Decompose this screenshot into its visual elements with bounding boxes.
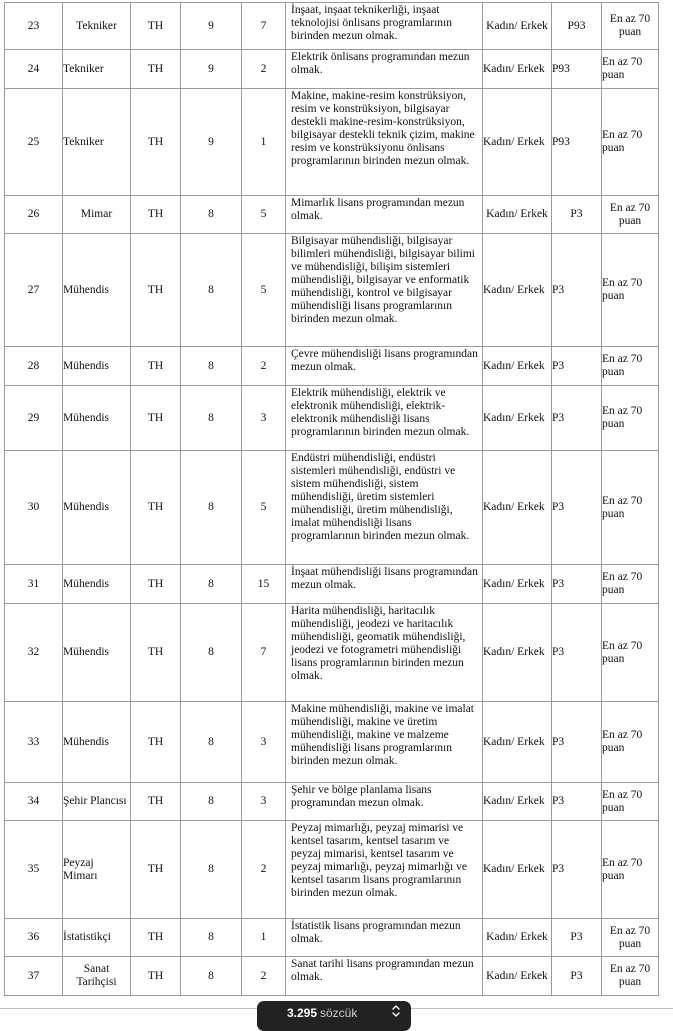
count-cell: 2 <box>242 957 286 996</box>
class-cell: TH <box>131 347 181 386</box>
gender-cell: Kadın/ Erkek <box>483 451 552 565</box>
row-number: 27 <box>5 234 63 347</box>
row-number: 35 <box>5 821 63 919</box>
kpss-cell: P93 <box>552 3 602 50</box>
kpss-cell: P3 <box>552 234 602 347</box>
qualification-cell <box>286 821 483 919</box>
count-cell: 1 <box>242 89 286 196</box>
gender-cell: Kadın/ Erkek <box>483 3 552 50</box>
kpss-cell: P3 <box>552 783 602 821</box>
position-title: İstatistikçi <box>63 919 131 957</box>
qualification-cell <box>286 919 483 957</box>
class-cell: TH <box>131 702 181 783</box>
count-cell: 7 <box>242 604 286 702</box>
gender-cell: Kadın/ Erkek <box>483 89 552 196</box>
position-title: Mühendis <box>63 386 131 451</box>
row-number: 37 <box>5 957 63 996</box>
row-number: 26 <box>5 196 63 234</box>
count-cell: 3 <box>242 783 286 821</box>
row-number: 28 <box>5 347 63 386</box>
qualification-cell <box>286 386 483 451</box>
grade-cell: 8 <box>181 702 242 783</box>
table-row <box>5 783 659 821</box>
table-row <box>5 957 659 996</box>
score-cell: En az 70 puan <box>602 386 659 451</box>
class-cell: TH <box>131 821 181 919</box>
class-cell: TH <box>131 783 181 821</box>
row-number: 29 <box>5 386 63 451</box>
qualification-cell <box>286 196 483 234</box>
grade-cell: 8 <box>181 347 242 386</box>
gender-cell: Kadın/ Erkek <box>483 386 552 451</box>
gender-cell: Kadın/ Erkek <box>483 957 552 996</box>
gender-cell: Kadın/ Erkek <box>483 50 552 89</box>
count-cell: 2 <box>242 50 286 89</box>
kpss-cell: P3 <box>552 196 602 234</box>
score-cell: En az 70 puan <box>602 50 659 89</box>
gender-cell: Kadın/ Erkek <box>483 234 552 347</box>
count-cell: 5 <box>242 451 286 565</box>
row-number: 34 <box>5 783 63 821</box>
table-row <box>5 919 659 957</box>
word-count-value: 3.295 <box>287 1006 318 1020</box>
qualification-text: Endüstri mühendisliği, endüstri sistemleri mühendisliği, endüstri ve sistem mühendisliği, sistem mühendisliği, üretim sistemleri mühendisliği, üretim mühendisliği, imalat mühendisliği lisans programlarının birinden mezun olmak. <box>291 452 470 542</box>
position-title: Tekniker <box>63 89 131 196</box>
gender-cell: Kadın/ Erkek <box>483 565 552 604</box>
grade-cell: 9 <box>181 50 242 89</box>
table-row <box>5 702 659 783</box>
position-title: Mühendis <box>63 451 131 565</box>
qualification-text: İnşaat, inşaat teknikerliği, inşaat teknolojisi önlisans programlarının birinden mezun olmak. <box>291 4 452 42</box>
score-cell: En az 70 puan <box>602 821 659 919</box>
qualification-cell <box>286 783 483 821</box>
gender-cell: Kadın/ Erkek <box>483 702 552 783</box>
grade-cell: 8 <box>181 196 242 234</box>
class-cell: TH <box>131 565 181 604</box>
kpss-cell: P93 <box>552 50 602 89</box>
position-title: Mühendis <box>63 604 131 702</box>
score-cell: En az 70 puan <box>602 347 659 386</box>
kpss-cell: P3 <box>552 386 602 451</box>
qualification-text: Peyzaj mimarlığı, peyzaj mimarisi ve kentsel tasarım, kentsel tasarım ve peyzaj mimarisi, kentsel tasarım ve peyzaj mimarlığı, peyzaj mimarlığı ve kentsel tasarım lisans programlarının birinden mezun olmak. <box>291 822 467 899</box>
count-cell: 5 <box>242 234 286 347</box>
class-cell: TH <box>131 234 181 347</box>
grade-cell: 8 <box>181 957 242 996</box>
table-row <box>5 386 659 451</box>
positions-table <box>4 2 659 996</box>
position-title: Mühendis <box>63 234 131 347</box>
table-row <box>5 3 659 50</box>
kpss-cell: P3 <box>552 919 602 957</box>
gender-cell: Kadın/ Erkek <box>483 604 552 702</box>
gender-cell: Kadın/ Erkek <box>483 919 552 957</box>
count-cell: 2 <box>242 347 286 386</box>
score-cell: En az 70 puan <box>602 565 659 604</box>
grade-cell: 8 <box>181 565 242 604</box>
count-cell: 3 <box>242 386 286 451</box>
count-cell: 15 <box>242 565 286 604</box>
score-cell: En az 70 puan <box>602 702 659 783</box>
qualification-text: Şehir ve bölge planlama lisans programından mezun olmak. <box>291 784 432 809</box>
row-number: 36 <box>5 919 63 957</box>
kpss-cell: P93 <box>552 89 602 196</box>
qualification-cell <box>286 89 483 196</box>
qualification-text: Elektrik mühendisliği, elektrik ve elektronik mühendisliği, elektrik-elektronik mühendisliği lisans programlarının birinden mezun olmak. <box>291 387 470 438</box>
qualification-cell <box>286 957 483 996</box>
score-cell: En az 70 puan <box>602 3 659 50</box>
qualification-cell <box>286 702 483 783</box>
kpss-cell: P3 <box>552 451 602 565</box>
qualification-text: Harita mühendisliği, haritacılık mühendisliği, jeodezi ve haritacılık mühendisliği, geomatik mühendisliği, jeodezi ve fotogrametri mühendisliği lisans programlarının birinden mezun olmak. <box>291 605 466 682</box>
qualification-cell <box>286 347 483 386</box>
position-title: Mühendis <box>63 702 131 783</box>
qualification-text: Sanat tarihi lisans programından mezun olmak. <box>291 958 474 983</box>
class-cell: TH <box>131 386 181 451</box>
class-cell: TH <box>131 196 181 234</box>
qualification-text: Mimarlık lisans programından mezun olmak. <box>291 197 465 222</box>
table-row <box>5 604 659 702</box>
class-cell: TH <box>131 89 181 196</box>
grade-cell: 8 <box>181 451 242 565</box>
class-cell: TH <box>131 3 181 50</box>
count-cell: 5 <box>242 196 286 234</box>
table-row <box>5 821 659 919</box>
position-title: Mühendis <box>63 347 131 386</box>
qualification-cell <box>286 451 483 565</box>
qualification-cell <box>286 50 483 89</box>
kpss-cell: P3 <box>552 604 602 702</box>
row-number: 23 <box>5 3 63 50</box>
count-cell: 1 <box>242 919 286 957</box>
row-number: 24 <box>5 50 63 89</box>
table-row <box>5 451 659 565</box>
kpss-cell: P3 <box>552 957 602 996</box>
class-cell: TH <box>131 919 181 957</box>
position-title: Sanat Tarihçisi <box>63 957 131 996</box>
table-row <box>5 347 659 386</box>
score-cell: En az 70 puan <box>602 234 659 347</box>
score-cell: En az 70 puan <box>602 451 659 565</box>
qualification-cell <box>286 604 483 702</box>
qualification-text: Çevre mühendisliği lisans programından mezun olmak. <box>291 348 478 373</box>
qualification-text: İnşaat mühendisliği lisans programından mezun olmak. <box>291 566 478 591</box>
position-title: Tekniker <box>63 3 131 50</box>
count-cell: 2 <box>242 821 286 919</box>
table-row <box>5 89 659 196</box>
kpss-cell: P3 <box>552 702 602 783</box>
grade-cell: 8 <box>181 919 242 957</box>
qualification-text: Elektrik önlisans programından mezun olmak. <box>291 51 470 76</box>
table-row <box>5 196 659 234</box>
table-row <box>5 50 659 89</box>
row-number: 25 <box>5 89 63 196</box>
qualification-cell <box>286 234 483 347</box>
class-cell: TH <box>131 957 181 996</box>
qualification-text: Makine, makine-resim konstrüksiyon, resim ve konstrüksiyon, bilgisayar destekli makine-resim-konstrüksiyon, bilgisayar destekli teknik çizim, makine resim ve konstrüksiyonu önlisans programlarının birinden mezun olmak. <box>291 90 475 167</box>
row-number: 30 <box>5 451 63 565</box>
position-title: Tekniker <box>63 50 131 89</box>
position-title: Peyzaj Mimarı <box>63 821 131 919</box>
position-title: Mimar <box>63 196 131 234</box>
grade-cell: 8 <box>181 604 242 702</box>
kpss-cell: P3 <box>552 565 602 604</box>
class-cell: TH <box>131 50 181 89</box>
qualification-text: Makine mühendisliği, makine ve imalat mühendisliği, makine ve üretim mühendisliği, makine ve malzeme mühendisliği lisans programlarının birinden mezun olmak. <box>291 703 475 767</box>
grade-cell: 9 <box>181 3 242 50</box>
qualification-cell <box>286 565 483 604</box>
score-cell: En az 70 puan <box>602 919 659 957</box>
kpss-cell: P3 <box>552 347 602 386</box>
grade-cell: 8 <box>181 386 242 451</box>
gender-cell: Kadın/ Erkek <box>483 347 552 386</box>
position-title: Mühendis <box>63 565 131 604</box>
grade-cell: 8 <box>181 783 242 821</box>
table-row <box>5 565 659 604</box>
table-row <box>5 234 659 347</box>
gender-cell: Kadın/ Erkek <box>483 196 552 234</box>
grade-cell: 8 <box>181 234 242 347</box>
count-cell: 3 <box>242 702 286 783</box>
qualification-text: Bilgisayar mühendisliği, bilgisayar bilimleri mühendisliği, bilgisayar bilimi ve mühendisliği, bilişim sistemleri mühendisliği, bilgisayar ve enformatik mühendisliği, kontrol ve bilgisayar mühendisliği lisans programlarının birinden mezun olmak. <box>291 235 475 325</box>
row-number: 31 <box>5 565 63 604</box>
count-cell: 7 <box>242 3 286 50</box>
score-cell: En az 70 puan <box>602 957 659 996</box>
score-cell: En az 70 puan <box>602 783 659 821</box>
score-cell: En az 70 puan <box>602 89 659 196</box>
class-cell: TH <box>131 451 181 565</box>
row-number: 32 <box>5 604 63 702</box>
grade-cell: 8 <box>181 821 242 919</box>
qualification-cell <box>286 3 483 50</box>
word-count-button[interactable] <box>257 1001 411 1031</box>
score-cell: En az 70 puan <box>602 196 659 234</box>
score-cell: En az 70 puan <box>602 604 659 702</box>
kpss-cell: P3 <box>552 821 602 919</box>
class-cell: TH <box>131 604 181 702</box>
gender-cell: Kadın/ Erkek <box>483 821 552 919</box>
gender-cell: Kadın/ Erkek <box>483 783 552 821</box>
qualification-text: İstatistik lisans programından mezun olmak. <box>291 920 461 945</box>
row-number: 33 <box>5 702 63 783</box>
grade-cell: 9 <box>181 89 242 196</box>
position-title: Şehir Plancısı <box>63 783 131 821</box>
word-count-label: sözcük <box>320 1006 358 1020</box>
